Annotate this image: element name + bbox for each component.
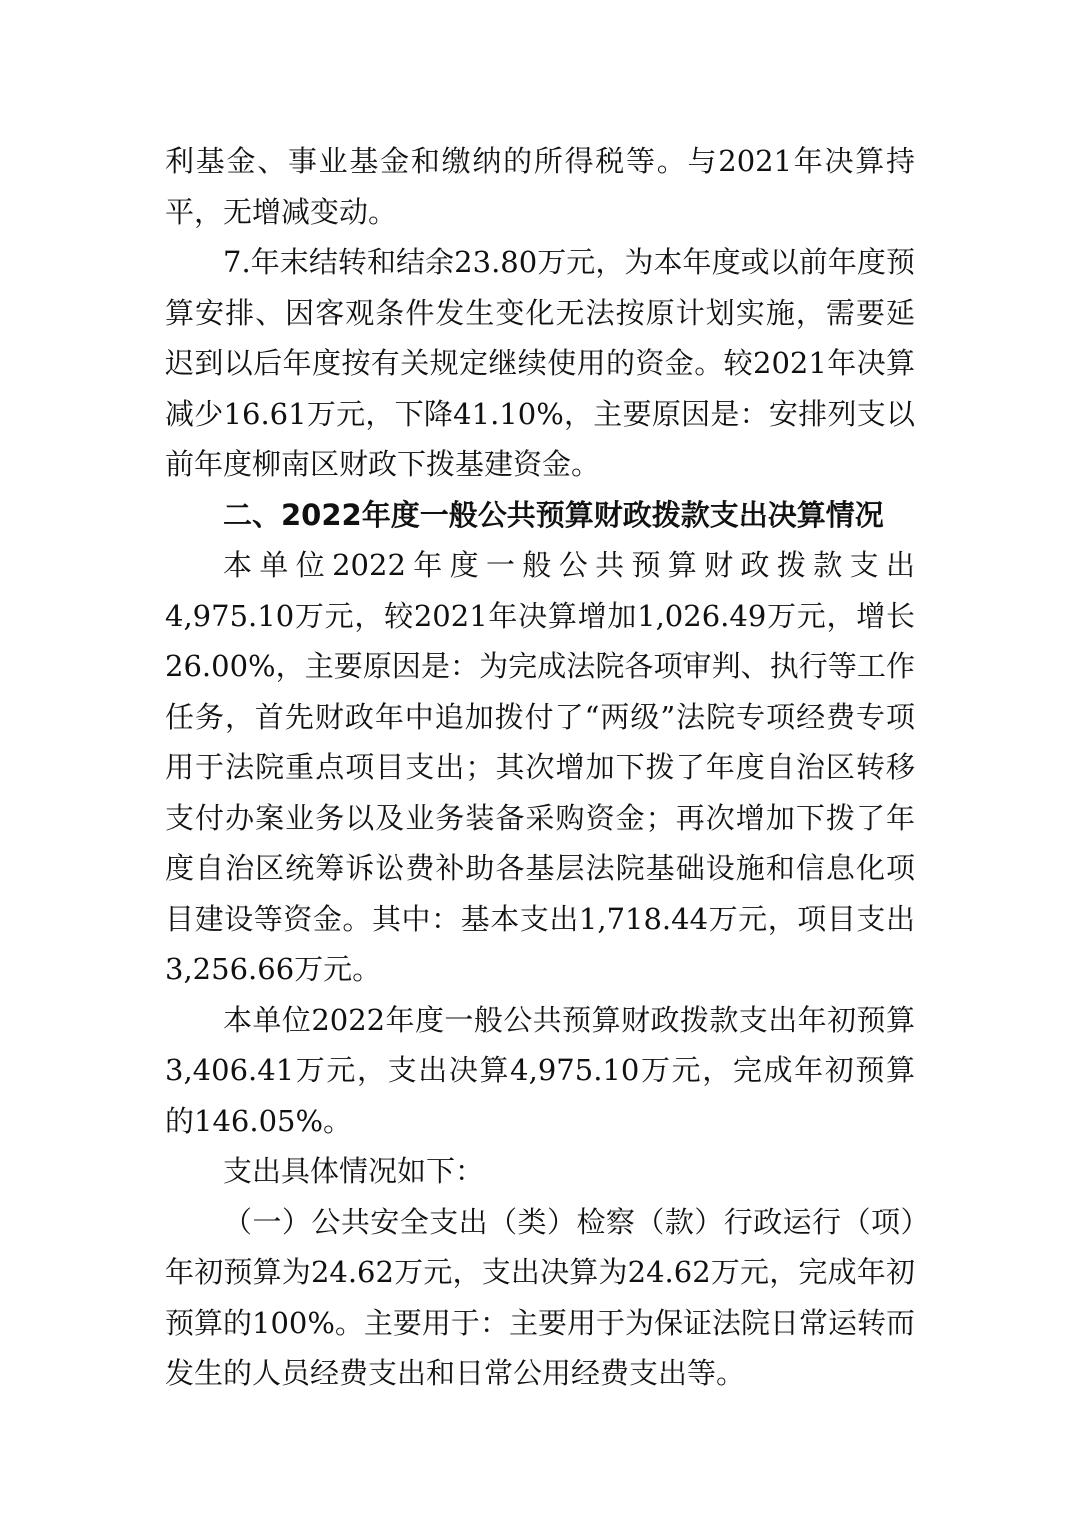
paragraph-budget-completion: 本单位2022年度一般公共预算财政拨款支出年初预算3,406.41万元，支出决算4,975.10万元，完成年初预算的146.05%。 (165, 1002, 915, 1138)
paragraph-fund-summary: 利基金、事业基金和缴纳的所得税等。与2021年决算持平，无增减变动。 (165, 144, 915, 229)
paragraph-public-safety-expenditure: （一）公共安全支出（类）检察（款）行政运行（项）年初预算为24.62万元，支出决算为24.62万元，完成年初预算的100%。主要用于：主要用于为保证法院日常运转而发生的人员经费支出和日常公用经费支出等。 (165, 1204, 915, 1390)
paragraph-carryover-balance: 7.年末结转和结余23.80万元，为本年度或以前年度预算安排、因客观条件发生变化无法按原计划实施，需要延迟到以后年度按有关规定继续使用的资金。较2021年决算减少16.61万元，下降41.10%，主要原因是：安排列支以前年度柳南区财政下拨基建资金。 (165, 245, 915, 481)
paragraph-expenditure-overview: 本单位2022年度一般公共预算财政拨款支出4,975.10万元，较2021年决算增加1,026.49万元，增长26.00%，主要原因是：为完成法院各项审判、执行等工作任务，首先财政年中追加拨付了“两级”法院专项经费专项用于法院重点项目支出；其次增加下拨了年度自治区转移支付办案业务以及业务装备采购资金；再次增加下拨了年度自治区统筹诉讼费补助各基层法院基础设施和信息化项目建设等资金。其中：基本支出1,718.44万元，项目支出3,256.66万元。 (165, 548, 915, 986)
paragraph-details-intro: 支出具体情况如下： (223, 1154, 485, 1188)
document-body (165, 136, 915, 1399)
section-heading-general-budget-expenditure: 二、2022年度一般公共预算财政拨款支出决算情况 (223, 497, 884, 532)
